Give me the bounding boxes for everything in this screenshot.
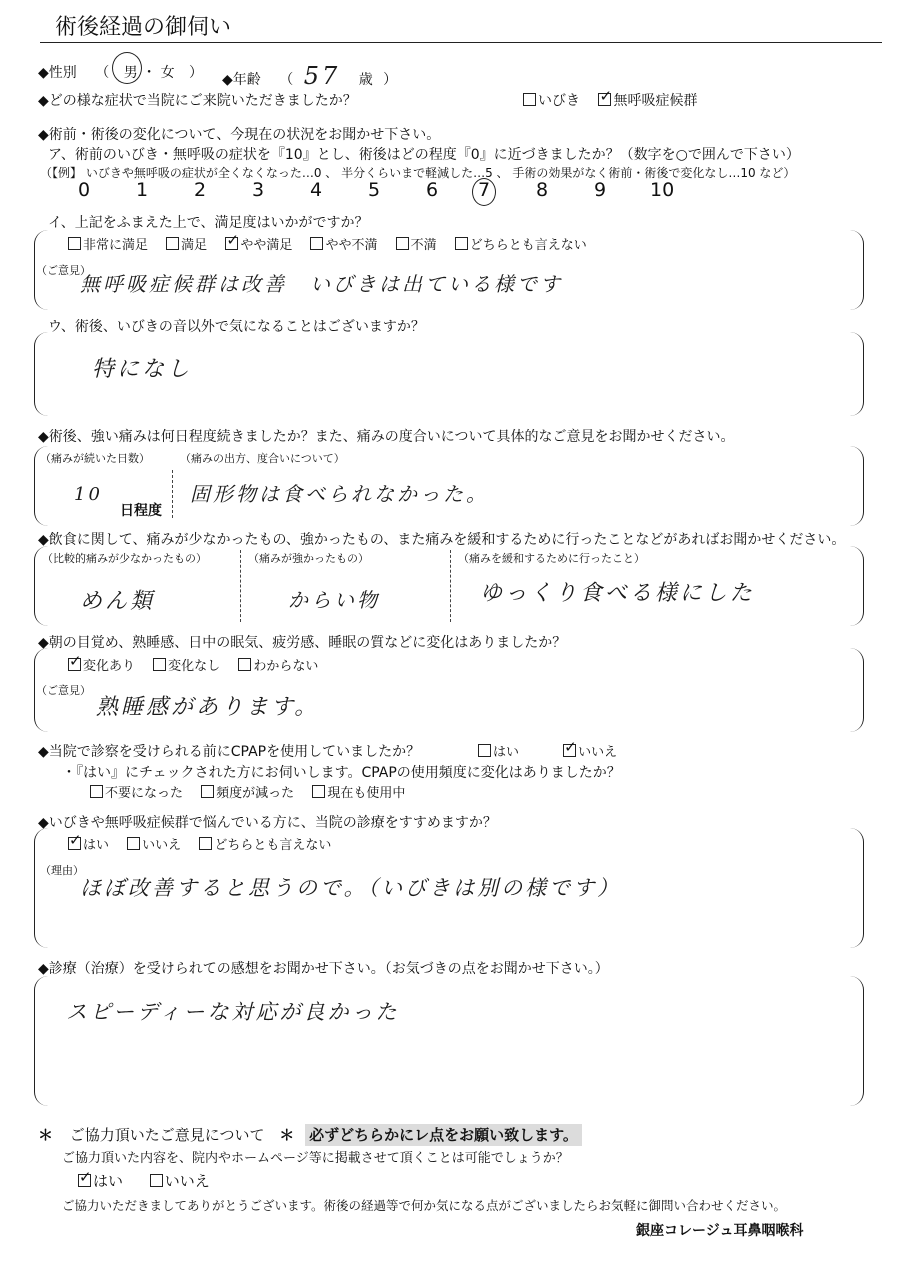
consent-option[interactable]: いいえ — [150, 1170, 210, 1191]
scale-number[interactable]: 1 — [136, 179, 149, 201]
satisfaction-option-checked[interactable]: ✓ やや満足 — [225, 234, 292, 253]
cpap-sub-option[interactable]: 現在も使用中 — [312, 782, 405, 801]
title-underline — [40, 42, 882, 43]
food-col2-label: （痛みが強かったもの） — [248, 552, 369, 565]
food-col3-answer[interactable]: ゆっくり食べる様にした — [480, 581, 755, 606]
pain-degree-label: （痛みの出方、度合いについて） — [180, 452, 345, 465]
pain-divider — [172, 470, 173, 518]
satisfaction-opinion-label: （ご意見） — [36, 264, 91, 277]
satisfaction-question: イ、上記をふまえた上で、満足度はいかがですか？ — [48, 215, 369, 231]
sleep-option-checked[interactable]: ✓変化あり — [68, 655, 135, 674]
sleep-question: ◆朝の目覚め、熟睡感、日中の眠気、疲労感、睡眠の質などに変化はありましたか？ — [38, 635, 567, 651]
scale-number[interactable]: 5 — [368, 179, 381, 201]
sex-row: ◆性別 （ 男 ・ 女 ） — [38, 65, 204, 81]
food-divider-2 — [450, 550, 451, 622]
consent-heading-row: ＊ ご協力頂いたご意見について ＊ 必ずどちらかにレ点をお願い致します。 — [38, 1124, 582, 1145]
checkbox[interactable] — [523, 93, 536, 106]
consent-notice: 必ずどちらかにレ点をお願い致します。 — [305, 1124, 582, 1146]
consent-option-checked[interactable]: ✓はい — [78, 1170, 123, 1191]
recommend-option[interactable]: いいえ — [127, 834, 181, 853]
sex-male-option[interactable]: 男 — [123, 65, 138, 81]
satisfaction-option[interactable]: 非常に満足 — [68, 234, 148, 253]
consent-question: ご協力頂いた内容を、院内やホームページ等に掲載させて頂くことは可能でしょうか？ — [62, 1151, 569, 1166]
male-circle-mark — [112, 52, 142, 84]
scale-number[interactable]: 4 — [310, 179, 323, 201]
cpap-options — [478, 741, 631, 760]
satisfaction-option[interactable]: 不満 — [396, 234, 437, 253]
recommend-question: ◆いびきや無呼吸症候群で悩んでいる方に、当院の診療をすすめますか？ — [38, 815, 497, 831]
pain-days-label: （痛みが続いた日数） — [40, 452, 150, 465]
change-example: （【例】 いびきや無呼吸の症状が全くなくなった…0 、 半分くらいまで軽減した…5 、 手術の効果がなく術前・術後で変化なし…10 など） — [40, 166, 796, 180]
age-row: ◆年齢 （ 57 歳 ） — [222, 62, 398, 90]
food-col3-label: （痛みを緩和するために行ったこと） — [458, 552, 645, 565]
cpap-question: ◆当院で診察を受けられる前にCPAPを使用していましたか？ — [38, 744, 421, 760]
scale-number[interactable]: 10 — [650, 179, 675, 201]
food-question: ◆飲食に関して、痛みが少なかったもの、強かったもの、また痛みを緩和するために行ったことなどがあればお聞かせください。 — [38, 532, 846, 548]
satisfaction-option[interactable]: 満足 — [166, 234, 207, 253]
cpap-sub-options — [90, 782, 419, 801]
other-question: ウ、術後、いびきの音以外で気になることはございますか？ — [48, 319, 425, 335]
consent-heading: ご協力頂いたご意見について — [69, 1126, 265, 1144]
recommend-reason-label: （理由） — [40, 864, 84, 877]
satisfaction-option[interactable]: やや不満 — [310, 234, 377, 253]
recommend-options — [68, 834, 345, 853]
scale-number[interactable]: 0 — [78, 179, 91, 201]
recommend-option[interactable]: どちらとも言えない — [199, 834, 331, 853]
scale-number[interactable]: 7 — [478, 179, 491, 201]
scale-number[interactable]: 9 — [594, 179, 607, 201]
recommend-option-checked[interactable]: ✓はい — [68, 834, 109, 853]
sleep-option[interactable]: 変化なし — [153, 655, 220, 674]
symptom-question: ◆どの様な症状で当院にご来院いただきましたか？ — [38, 93, 357, 109]
sex-female-option[interactable]: 女 — [160, 65, 175, 81]
cpap-sub-question: ・『はい』にチェックされた方にお伺いします。CPAPの使用頻度に変化はありましたか？ — [62, 765, 621, 781]
satisfaction-option[interactable]: どちらとも言えない — [455, 234, 587, 253]
sex-label: ◆性別 — [38, 65, 77, 81]
food-divider-1 — [240, 550, 241, 622]
change-heading: ◆術前・術後の変化について、今現在の状況をお聞かせ下さい。 — [38, 127, 441, 143]
satisfaction-opinion[interactable]: 無呼吸症候群は改善 いびきは出ている様です — [80, 272, 563, 296]
pain-degree-answer[interactable]: 固形物は食べられなかった。 — [190, 482, 489, 506]
page-title: 術後経過の御伺い — [55, 15, 232, 40]
checkbox-checked[interactable] — [598, 93, 611, 106]
footer-thanks: ご協力いただきましてありがとうございます。術後の経過等で何か気になる点がございましたらお気軽に御問い合わせください。 — [62, 1198, 787, 1213]
change-question-a: ア、術前のいびき・無呼吸の症状を『10』とし、術後はどの程度『0』に近づきましたか？（数字を○で囲んで下さい） — [48, 147, 800, 163]
pain-question: ◆術後、強い痛みは何日程度続きましたか？また、痛みの度合いについて具体的なご意見をお聞かせください。 — [38, 429, 735, 445]
food-col2-answer[interactable]: からい物 — [288, 588, 380, 612]
selected-scale-circle — [472, 178, 496, 206]
cpap-sub-option[interactable]: 頻度が減った — [201, 782, 294, 801]
clinic-name: 銀座コレージュ耳鼻咽喉科 — [636, 1223, 804, 1239]
satisfaction-options — [68, 234, 601, 253]
cpap-option-checked[interactable]: ✓ いいえ — [563, 741, 617, 760]
age-label: ◆年齢 — [222, 72, 261, 88]
food-col1-label: （比較的痛みが少なかったもの） — [42, 552, 207, 565]
scale-number[interactable]: 6 — [426, 179, 439, 201]
scale-number[interactable]: 8 — [536, 179, 549, 201]
other-answer[interactable]: 特になし — [92, 357, 193, 382]
sleep-option[interactable]: わからない — [238, 655, 318, 674]
symptom-option-snoring[interactable]: いびき — [523, 90, 580, 110]
cpap-sub-option[interactable]: 不要になった — [90, 782, 183, 801]
pain-days-suffix: 日程度 — [120, 503, 162, 519]
impression-question: ◆診療（治療）を受けられての感想をお聞かせ下さい。（お気づきの点をお聞かせ下さい。） — [38, 961, 609, 977]
scale-number[interactable]: 3 — [252, 179, 265, 201]
cpap-option[interactable]: はい — [478, 741, 519, 760]
sleep-opinion[interactable]: 熟睡感があります。 — [96, 695, 320, 720]
recommend-reason[interactable]: ほぼ改善すると思うので。（いびきは別の様です） — [80, 876, 622, 900]
symptom-option-apnea[interactable]: ✓ 無呼吸症候群 — [598, 90, 697, 110]
consent-options — [78, 1170, 224, 1191]
scale-number[interactable]: 2 — [194, 179, 207, 201]
sleep-options — [68, 655, 332, 674]
pain-days-value[interactable]: 10 — [74, 484, 103, 505]
sleep-opinion-label: （ご意見） — [36, 684, 91, 697]
impression-answer[interactable]: スピーディーな対応が良かった — [66, 1000, 400, 1024]
symptom-options — [523, 90, 711, 110]
age-value[interactable]: 57 — [303, 62, 341, 90]
food-col1-answer[interactable]: めん類 — [80, 589, 156, 614]
